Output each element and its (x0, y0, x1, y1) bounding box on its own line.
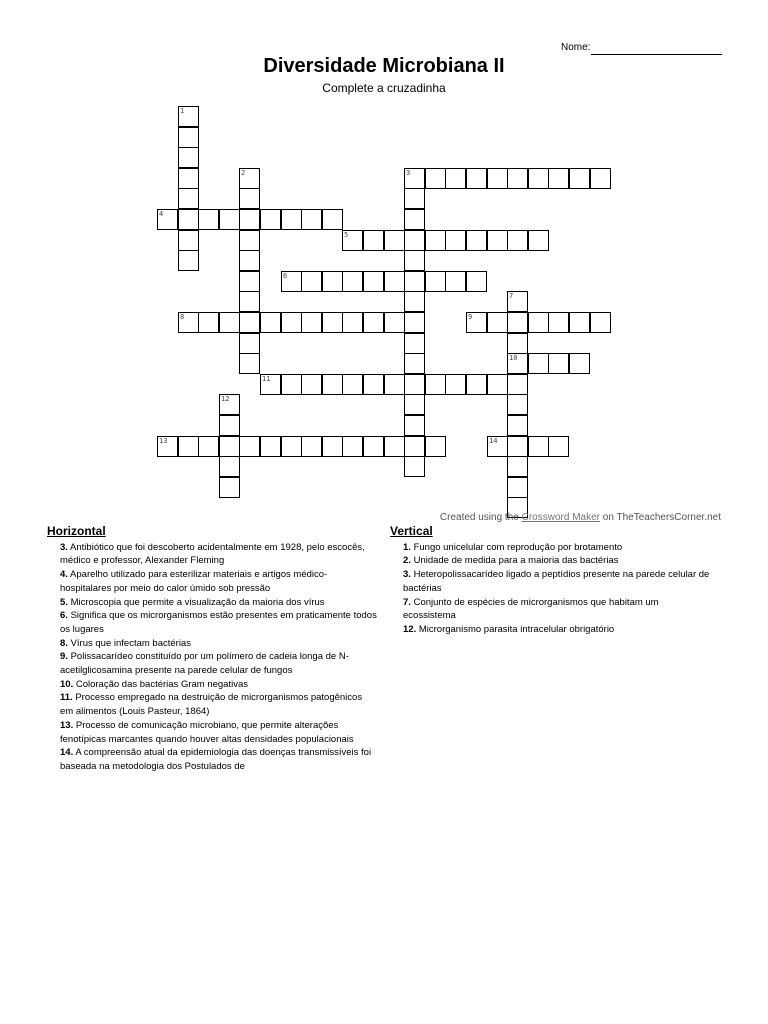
crossword-cell[interactable] (342, 230, 363, 251)
crossword-cell[interactable] (466, 312, 487, 333)
clue-number: 10. (60, 678, 74, 690)
crossword-cell[interactable] (445, 168, 466, 189)
crossword-cell[interactable] (528, 353, 549, 374)
crossword-cell[interactable] (322, 436, 343, 457)
crossword-cell[interactable] (445, 374, 466, 395)
crossword-cell[interactable] (466, 374, 487, 395)
clue-number: 13. (60, 719, 74, 731)
crossword-cell[interactable] (487, 168, 508, 189)
cell-number: 8 (180, 313, 185, 321)
crossword-cell[interactable] (219, 312, 240, 333)
crossword-cell[interactable] (528, 312, 549, 333)
crossword-cell[interactable] (239, 230, 260, 251)
crossword-cell[interactable] (404, 291, 425, 312)
crossword-cell[interactable] (487, 436, 508, 457)
crossword-cell[interactable] (363, 271, 384, 292)
crossword-cell[interactable] (198, 436, 219, 457)
clue-text: Significa que os microrganismos estão presentes em praticamente todos os lugares (60, 610, 377, 635)
crossword-cell[interactable] (507, 312, 528, 333)
crossword-cell[interactable] (466, 168, 487, 189)
page-title: Diversidade Microbiana II (263, 55, 505, 77)
crossword-cell[interactable] (569, 312, 590, 333)
crossword-cell[interactable] (178, 147, 199, 168)
crossword-cell[interactable] (487, 374, 508, 395)
crossword-cell[interactable] (507, 333, 528, 354)
cell-number: 13 (159, 437, 168, 445)
crossword-cell[interactable] (404, 415, 425, 436)
clue-number: 2. (403, 555, 411, 567)
clue-text: Aparelho utilizado para esterilizar materiais e artigos médico-hospitalares por meio do calor úmido sob pressão (60, 569, 328, 594)
crossword-cell[interactable] (528, 230, 549, 251)
crossword-cell[interactable] (404, 209, 425, 230)
clue-item (390, 568, 710, 595)
crossword-cell[interactable] (178, 106, 199, 127)
crossword-cell[interactable] (487, 312, 508, 333)
clue-item (47, 691, 377, 718)
crossword-cell[interactable] (178, 312, 199, 333)
crossword-cell[interactable] (425, 230, 446, 251)
crossword-cell[interactable] (404, 374, 425, 395)
crossword-cell[interactable] (301, 312, 322, 333)
cell-number: 1 (180, 107, 185, 115)
crossword-cell[interactable] (322, 312, 343, 333)
crossword-cell[interactable] (569, 168, 590, 189)
crossword-cell[interactable] (425, 271, 446, 292)
crossword-cell[interactable] (178, 250, 199, 271)
cell-number: 5 (344, 231, 349, 239)
cell-number: 12 (221, 395, 230, 403)
crossword-cell[interactable] (507, 394, 528, 415)
cell-number: 14 (489, 437, 498, 445)
crossword-cell[interactable] (301, 271, 322, 292)
crossword-cell[interactable] (239, 436, 260, 457)
crossword-cell[interactable] (528, 168, 549, 189)
clue-item (390, 541, 710, 555)
crossword-cell[interactable] (363, 312, 384, 333)
crossword-cell[interactable] (548, 168, 569, 189)
crossword-cell[interactable] (239, 188, 260, 209)
crossword-cell[interactable] (425, 436, 446, 457)
clue-number: 5. (60, 596, 68, 608)
crossword-cell[interactable] (281, 209, 302, 230)
cell-number: 7 (509, 292, 514, 300)
clue-text: Microscopia que permite a visualização da maioria dos vírus (67, 596, 325, 608)
crossword-cell[interactable] (301, 436, 322, 457)
crossword-cell[interactable] (384, 374, 405, 395)
horizontal-clues (47, 525, 377, 774)
clue-item (47, 746, 377, 773)
crossword-cell[interactable] (384, 312, 405, 333)
clue-number: 7. (403, 596, 411, 608)
clue-item (47, 596, 377, 610)
crossword-cell[interactable] (363, 230, 384, 251)
credit-line (440, 512, 721, 523)
crossword-cell[interactable] (363, 436, 384, 457)
cell-number: 2 (241, 169, 246, 177)
crossword-cell[interactable] (425, 374, 446, 395)
cell-number: 3 (406, 169, 411, 177)
clue-item (47, 719, 377, 746)
crossword-cell[interactable] (384, 271, 405, 292)
crossword-cell[interactable] (404, 333, 425, 354)
crossword-cell[interactable] (178, 168, 199, 189)
crossword-cell[interactable] (301, 374, 322, 395)
clue-item (47, 609, 377, 636)
crossword-cell[interactable] (507, 168, 528, 189)
crossword-cell[interactable] (507, 374, 528, 395)
clue-item (47, 650, 377, 677)
crossword-cell[interactable] (507, 291, 528, 312)
crossword-cell[interactable] (219, 456, 240, 477)
crossword-cell[interactable] (404, 250, 425, 271)
crossword-cell[interactable] (322, 209, 343, 230)
crossword-cell[interactable] (198, 312, 219, 333)
crossword-cell[interactable] (548, 312, 569, 333)
cell-number: 4 (159, 210, 164, 218)
crossword-cell[interactable] (281, 374, 302, 395)
crossword-cell[interactable] (507, 456, 528, 477)
crossword-cell[interactable] (198, 209, 219, 230)
clue-number: 6. (60, 610, 68, 622)
crossword-cell[interactable] (507, 415, 528, 436)
crossword-cell[interactable] (239, 353, 260, 374)
clue-item (390, 596, 710, 623)
crossword-cell[interactable] (219, 415, 240, 436)
clue-number: 14. (60, 747, 74, 759)
crossword-cell[interactable] (342, 312, 363, 333)
clue-text: Heteropolissacarídeo ligado a peptídios presente na parede celular de bactérias (403, 569, 710, 594)
crossword-cell[interactable] (507, 436, 528, 457)
crossword-cell[interactable] (404, 394, 425, 415)
crossword-maker-link[interactable]: Crossword Maker (521, 512, 600, 523)
crossword-cell[interactable] (281, 312, 302, 333)
crossword-cell[interactable] (404, 168, 425, 189)
name-label: Nome: (561, 42, 591, 53)
clue-number: 4. (60, 569, 68, 581)
clue-number: 9. (60, 651, 68, 663)
crossword-cell[interactable] (404, 188, 425, 209)
clue-number: 12. (403, 623, 417, 635)
crossword-cell[interactable] (219, 436, 240, 457)
cell-number: 10 (509, 354, 518, 362)
clue-text: Unidade de medida para a maioria das bactérias (410, 555, 619, 567)
crossword-cell[interactable] (569, 353, 590, 374)
clue-text: Antibiótico que foi descoberto acidentalmente em 1928, pelo escocês, médico e professor, Alexander Fleming (60, 541, 365, 567)
clue-item (47, 637, 377, 651)
horizontal-heading: Horizontal (47, 524, 106, 538)
clue-number: 8. (60, 637, 68, 649)
crossword-cell[interactable] (404, 456, 425, 477)
crossword-cell[interactable] (507, 353, 528, 374)
credit-suffix: on TheTeachersCorner.net (602, 512, 721, 523)
crossword-cell[interactable] (507, 477, 528, 498)
crossword-cell[interactable] (507, 230, 528, 251)
crossword-cell[interactable] (384, 230, 405, 251)
crossword-cell[interactable] (239, 250, 260, 271)
crossword-cell[interactable] (260, 312, 281, 333)
clue-text: Processo de comunicação microbiano, que permite alterações fenotípicas marcantes quando houver altas densidades populacionais (60, 719, 354, 745)
crossword-cell[interactable] (487, 230, 508, 251)
crossword-cell[interactable] (404, 312, 425, 333)
clue-text: A compreensão atual da epidemiologia das doenças transmissíveis foi baseada na metodologia dos Postulados de (60, 747, 372, 772)
crossword-cell[interactable] (342, 374, 363, 395)
crossword-cell[interactable] (548, 436, 569, 457)
crossword-cell[interactable] (548, 353, 569, 374)
clue-item (390, 623, 710, 637)
crossword-cell[interactable] (260, 436, 281, 457)
clue-text: Vírus que infectam bactérias (67, 637, 191, 649)
crossword-cell[interactable] (239, 312, 260, 333)
cell-number: 9 (468, 313, 473, 321)
clue-text: Fungo unicelular com reprodução por brotamento (410, 541, 623, 553)
crossword-cell[interactable] (239, 168, 260, 189)
crossword-cell[interactable] (445, 230, 466, 251)
crossword-cell[interactable] (404, 230, 425, 251)
cell-number: 6 (283, 272, 288, 280)
cell-number: 11 (262, 375, 271, 383)
crossword-cell[interactable] (178, 230, 199, 251)
crossword-cell[interactable] (239, 333, 260, 354)
credit-prefix: Created using the (439, 512, 519, 523)
clue-number: 1. (403, 541, 411, 553)
crossword-cell[interactable] (219, 477, 240, 498)
crossword-cell[interactable] (466, 271, 487, 292)
crossword-cell[interactable] (260, 209, 281, 230)
crossword-cell[interactable] (425, 168, 446, 189)
crossword-cell[interactable] (178, 209, 199, 230)
clue-text: Polissacarídeo constituído por um polímero de cadeia longa de N-acetilglicosamina presente na parede celular de fungos (60, 651, 349, 677)
crossword-cell[interactable] (404, 271, 425, 292)
crossword-cell[interactable] (301, 209, 322, 230)
crossword-cell[interactable] (281, 436, 302, 457)
clue-item (47, 568, 377, 595)
crossword-cell[interactable] (342, 436, 363, 457)
crossword-cell[interactable] (239, 271, 260, 292)
crossword-cell[interactable] (239, 291, 260, 312)
crossword-cell[interactable] (404, 436, 425, 457)
crossword-cell[interactable] (590, 312, 611, 333)
clue-text: Coloração das bactérias Gram negativas (73, 678, 248, 690)
crossword-cell[interactable] (322, 271, 343, 292)
crossword-cell[interactable] (466, 230, 487, 251)
crossword-cell[interactable] (178, 436, 199, 457)
clue-item (47, 678, 377, 692)
crossword-cell[interactable] (590, 168, 611, 189)
crossword-cell[interactable] (528, 436, 549, 457)
crossword-cell[interactable] (178, 127, 199, 148)
crossword-cell[interactable] (157, 209, 178, 230)
vertical-clues (390, 525, 710, 637)
crossword-cell[interactable] (219, 394, 240, 415)
vertical-heading: Vertical (390, 524, 433, 538)
page-subtitle: Complete a cruzadinha (322, 81, 446, 95)
clue-number: 3. (60, 541, 68, 553)
crossword-cell[interactable] (404, 353, 425, 374)
crossword-cell[interactable] (178, 188, 199, 209)
crossword-cell[interactable] (219, 209, 240, 230)
crossword-cell[interactable] (342, 271, 363, 292)
crossword-cell[interactable] (260, 374, 281, 395)
crossword-cell[interactable] (445, 271, 466, 292)
crossword-cell[interactable] (239, 209, 260, 230)
clue-number: 11. (60, 692, 73, 704)
crossword-cell[interactable] (384, 436, 405, 457)
clue-text: Processo empregado na destruição de microrganismos patogênicos em alimentos (Louis Pasteur, 1864) (60, 692, 363, 718)
crossword-cell[interactable] (322, 374, 343, 395)
clue-text: Microrganismo parasita intracelular obrigatório (416, 623, 615, 635)
clue-item (47, 541, 377, 568)
crossword-cell[interactable] (281, 271, 302, 292)
clue-text: Conjunto de espécies de microrganismos que habitam um ecossistema (403, 596, 659, 622)
crossword-cell[interactable] (363, 374, 384, 395)
crossword-cell[interactable] (157, 436, 178, 457)
clue-item (390, 554, 710, 568)
clue-number: 3. (403, 569, 411, 581)
